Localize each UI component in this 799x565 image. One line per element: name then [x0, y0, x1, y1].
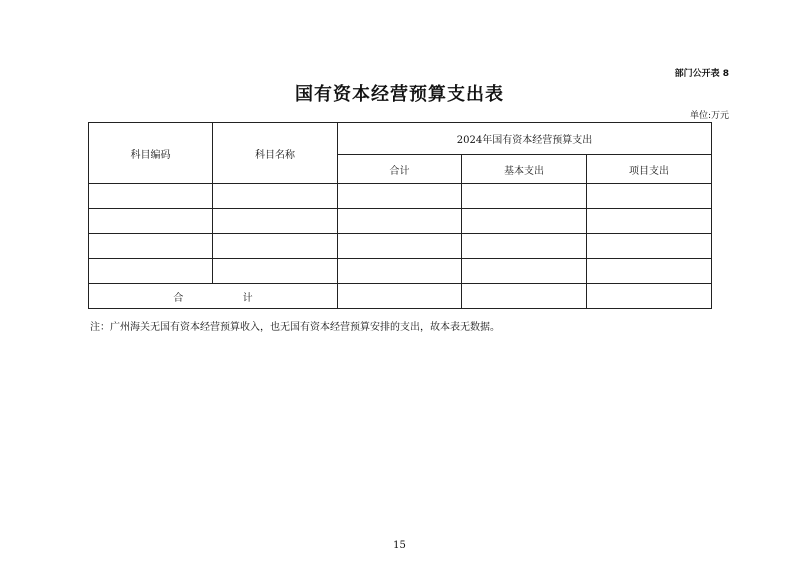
table-cell [462, 234, 587, 259]
table-cell [338, 184, 462, 209]
table-row [89, 184, 712, 209]
form-code: 部门公开表 8 [674, 69, 729, 79]
table-cell [89, 184, 213, 209]
table-row [89, 209, 712, 234]
footnote: 注：广州海关无国有资本经营预算收入，也无国有资本经营预算安排的支出，故本表无数据。 [90, 322, 500, 333]
total-cell [462, 284, 587, 309]
table-cell [462, 259, 587, 284]
table-cell [213, 209, 338, 234]
unit-label: 单位:万元 [689, 111, 729, 121]
total-label: 合 计 [89, 284, 338, 309]
table-cell [338, 234, 462, 259]
table-row [89, 234, 712, 259]
total-cell [587, 284, 712, 309]
total-cell [338, 284, 462, 309]
table-cell [587, 209, 712, 234]
table-cell [213, 259, 338, 284]
table-cell [587, 259, 712, 284]
header-project-expenditure: 项目支出 [587, 155, 712, 184]
table-cell [89, 234, 213, 259]
header-subject-code: 科目编码 [89, 123, 213, 184]
page-number: 15 [393, 540, 406, 551]
table-cell [213, 234, 338, 259]
table-cell [213, 184, 338, 209]
table-row [89, 259, 712, 284]
table-cell [89, 209, 213, 234]
budget-table [88, 122, 712, 309]
total-row [89, 284, 712, 309]
header-subject-name: 科目名称 [213, 123, 338, 184]
header-basic-expenditure: 基本支出 [462, 155, 587, 184]
page-title: 国有资本经营预算支出表 [295, 84, 504, 105]
table-cell [462, 209, 587, 234]
table-cell [462, 184, 587, 209]
table-cell [338, 209, 462, 234]
header-total: 合计 [338, 155, 462, 184]
header-budget-group: 2024年国有资本经营预算支出 [338, 123, 712, 155]
table-cell [587, 234, 712, 259]
table-cell [89, 259, 213, 284]
table-cell [338, 259, 462, 284]
table-cell [587, 184, 712, 209]
